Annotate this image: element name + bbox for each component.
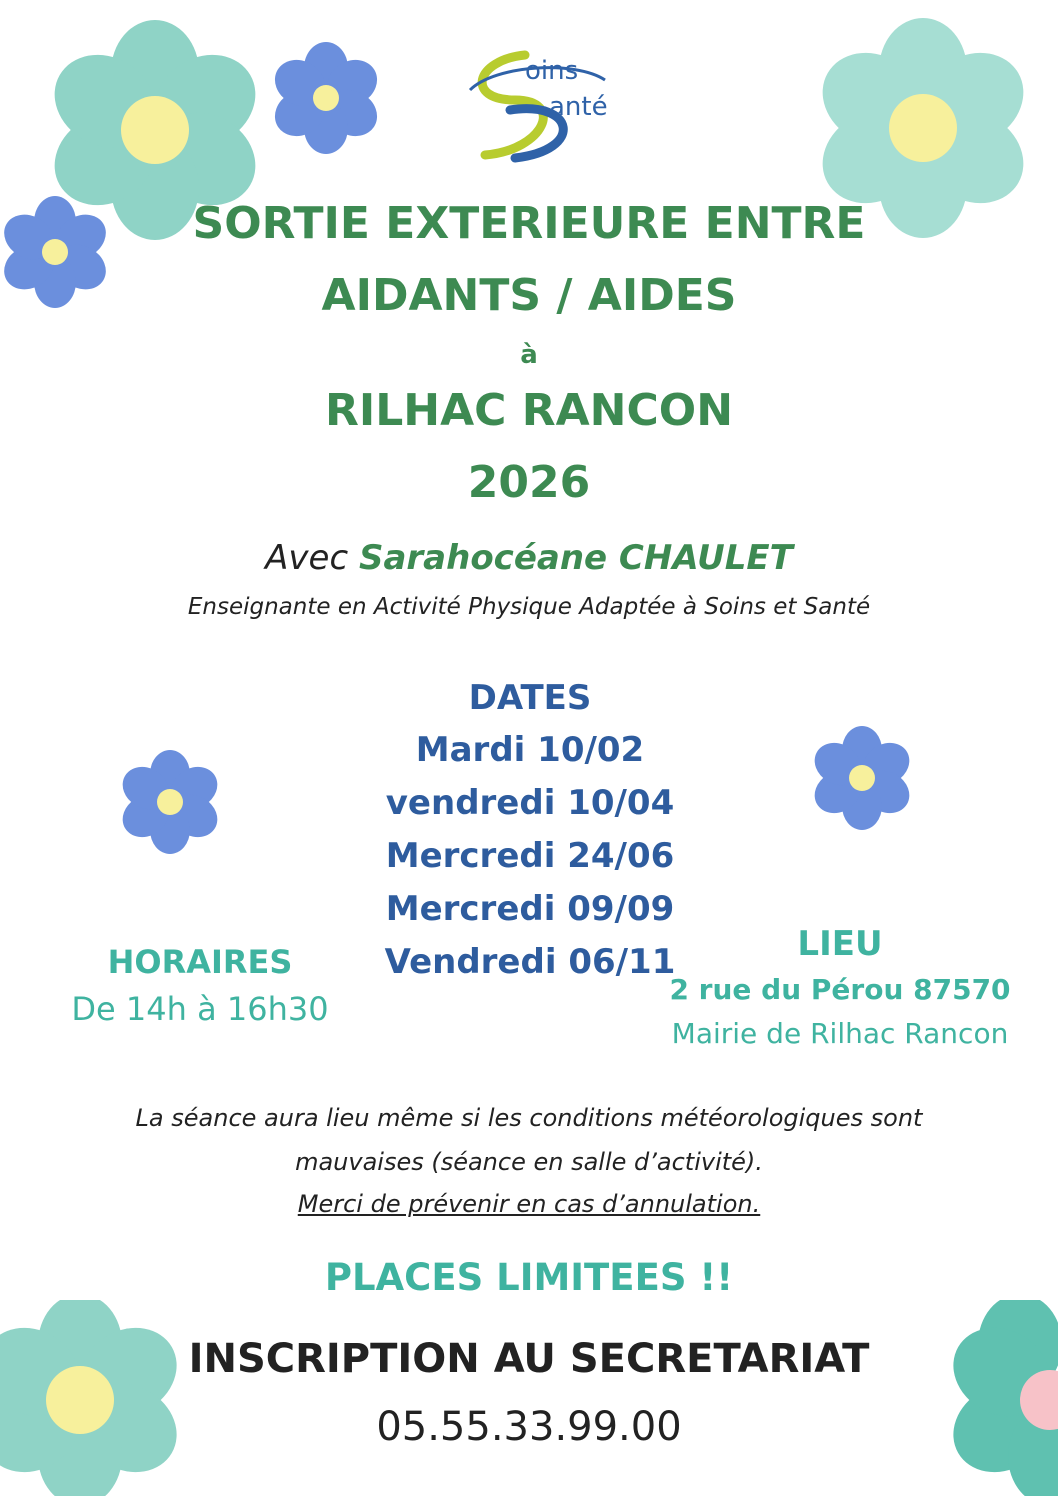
horaires-block: [20, 938, 380, 1032]
lieu-address: 2 rue du Pérou 87570: [669, 973, 1011, 1006]
title-year: 2026: [467, 457, 591, 508]
soins-sante-logo: [455, 40, 625, 170]
date-item: Mardi 10/02: [415, 730, 645, 770]
notice-line-3: [0, 1190, 1058, 1218]
title-line-4: RILHAC RANCON: [324, 385, 734, 436]
lieu-block: [640, 920, 1040, 1056]
flower-blue-middle-right-icon: [810, 726, 914, 830]
date-item: Mercredi 09/09: [385, 889, 675, 929]
presenter-name: Sarahocéane CHAULET: [358, 538, 793, 578]
logo-text-soins: oins: [525, 56, 579, 86]
places-limitees: PLACES LIMITEES !!: [324, 1256, 734, 1299]
logo-text-sante: anté: [549, 92, 608, 122]
title-line-3: à: [520, 340, 538, 370]
flower-teal-bottom-right-icon: [930, 1300, 1058, 1496]
date-item: Mercredi 24/06: [385, 836, 675, 876]
horaires-value: De 14h à 16h30: [71, 990, 329, 1028]
presenter-prefix: Avec: [265, 538, 349, 578]
notice-line-2: mauvaises (séance en salle d’activité).: [295, 1148, 763, 1176]
title-line-1: SORTIE EXTERIEURE ENTRE: [192, 198, 866, 249]
presenter-role: Enseignante en Activité Physique Adaptée à Soins et Santé: [187, 594, 871, 620]
notice-underlined: Merci de prévenir en cas d’annulation.: [297, 1190, 761, 1218]
date-item: Vendredi 06/11: [384, 942, 676, 982]
horaires-heading: HORAIRES: [107, 943, 293, 981]
notice-line-1: La séance aura lieu même si les conditions météorologiques sont: [135, 1104, 923, 1132]
date-item: vendredi 10/04: [385, 783, 675, 823]
inscription-label: INSCRIPTION AU SECRETARIAT: [188, 1336, 870, 1382]
lieu-heading: LIEU: [797, 924, 883, 964]
flower-blue-top-icon: [270, 42, 382, 154]
lieu-place: Mairie de Rilhac Rancon: [671, 1017, 1009, 1050]
flower-teal-bottom-left-icon: [0, 1300, 190, 1496]
inscription-phone: 05.55.33.99.00: [376, 1404, 682, 1450]
title-line-2: AIDANTS / AIDES: [321, 270, 737, 321]
presenter-line: [0, 538, 1058, 578]
flower-blue-middle-left-icon: [118, 750, 222, 854]
dates-heading: DATES: [468, 678, 592, 718]
